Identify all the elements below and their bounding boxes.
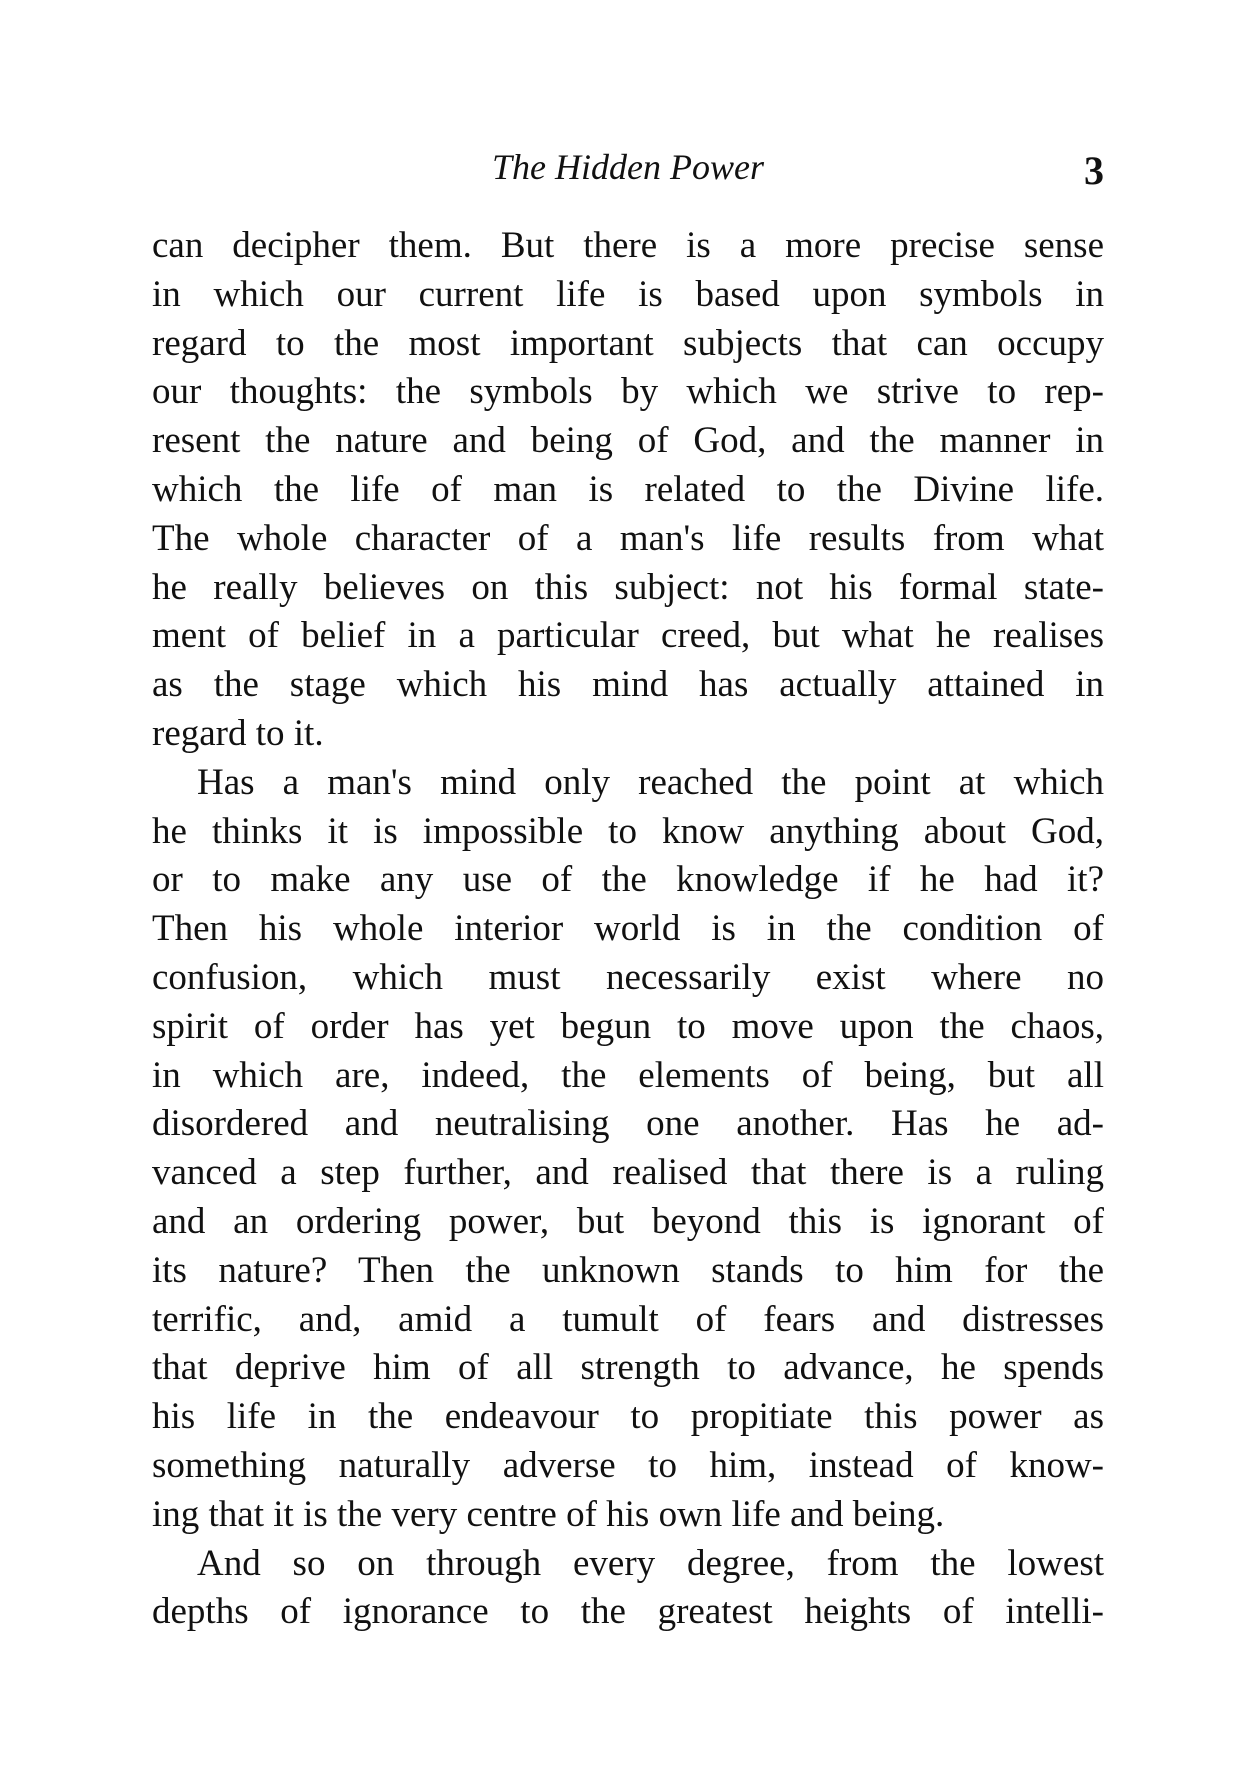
text-line: The whole character of a man's life results from what xyxy=(152,517,1104,559)
text-line: which the life of man is related to the Divine life. xyxy=(152,468,1104,510)
text-line: resent the nature and being of God, and the manner in xyxy=(152,420,1104,462)
page-number: 3 xyxy=(1084,148,1104,193)
text-line: ing that it is the very centre of his own life and being. xyxy=(152,1493,945,1535)
text-line: vanced a step further, and realised that there is a ruling xyxy=(152,1152,1104,1194)
text-line: can decipher them. But there is a more precise sense xyxy=(152,225,1104,266)
text-line: he really believes on this subject: not his formal state- xyxy=(152,566,1104,608)
text-line: his life in the endeavour to propitiate this power as xyxy=(152,1396,1104,1438)
text-line: that deprive him of all strength to advance, he spends xyxy=(152,1347,1104,1389)
text-line: he thinks it is impossible to know anything about God, xyxy=(152,810,1104,852)
running-title: The Hidden Power xyxy=(492,147,764,187)
text-line: spirit of order has yet begun to move upon the chaos, xyxy=(152,1005,1104,1047)
text-line: as the stage which his mind has actually attained in xyxy=(152,664,1104,706)
text-line: and an ordering power, but beyond this is ignorant of xyxy=(152,1200,1104,1242)
text-line: in which are, indeed, the elements of being, but all xyxy=(152,1054,1104,1096)
text-line: And so on through every degree, from the lowest xyxy=(197,1542,1104,1584)
text-line: regard to the most important subjects that can occupy xyxy=(152,322,1104,364)
text-line: Then his whole interior world is in the condition of xyxy=(152,908,1104,950)
text-line: confusion, which must necessarily exist where no xyxy=(152,956,1104,998)
body-text xyxy=(152,222,1104,1637)
text-line: its nature? Then the unknown stands to him for the xyxy=(152,1249,1104,1291)
text-line: terrific, and, amid a tumult of fears and distresses xyxy=(152,1298,1104,1340)
text-line: something naturally adverse to him, instead of know- xyxy=(152,1444,1104,1486)
text-line: or to make any use of the knowledge if he had it? xyxy=(152,859,1104,901)
text-line: regard to it. xyxy=(152,712,324,754)
text-line: our thoughts: the symbols by which we strive to rep- xyxy=(152,371,1104,413)
running-head xyxy=(152,142,1104,192)
text-line: ment of belief in a particular creed, but what he realises xyxy=(152,615,1104,657)
text-line: in which our current life is based upon symbols in xyxy=(152,273,1104,315)
text-line: depths of ignorance to the greatest heights of intelli- xyxy=(152,1591,1104,1633)
text-line: Has a man's mind only reached the point at which xyxy=(197,761,1104,803)
text-line: disordered and neutralising one another. Has he ad- xyxy=(152,1103,1104,1145)
